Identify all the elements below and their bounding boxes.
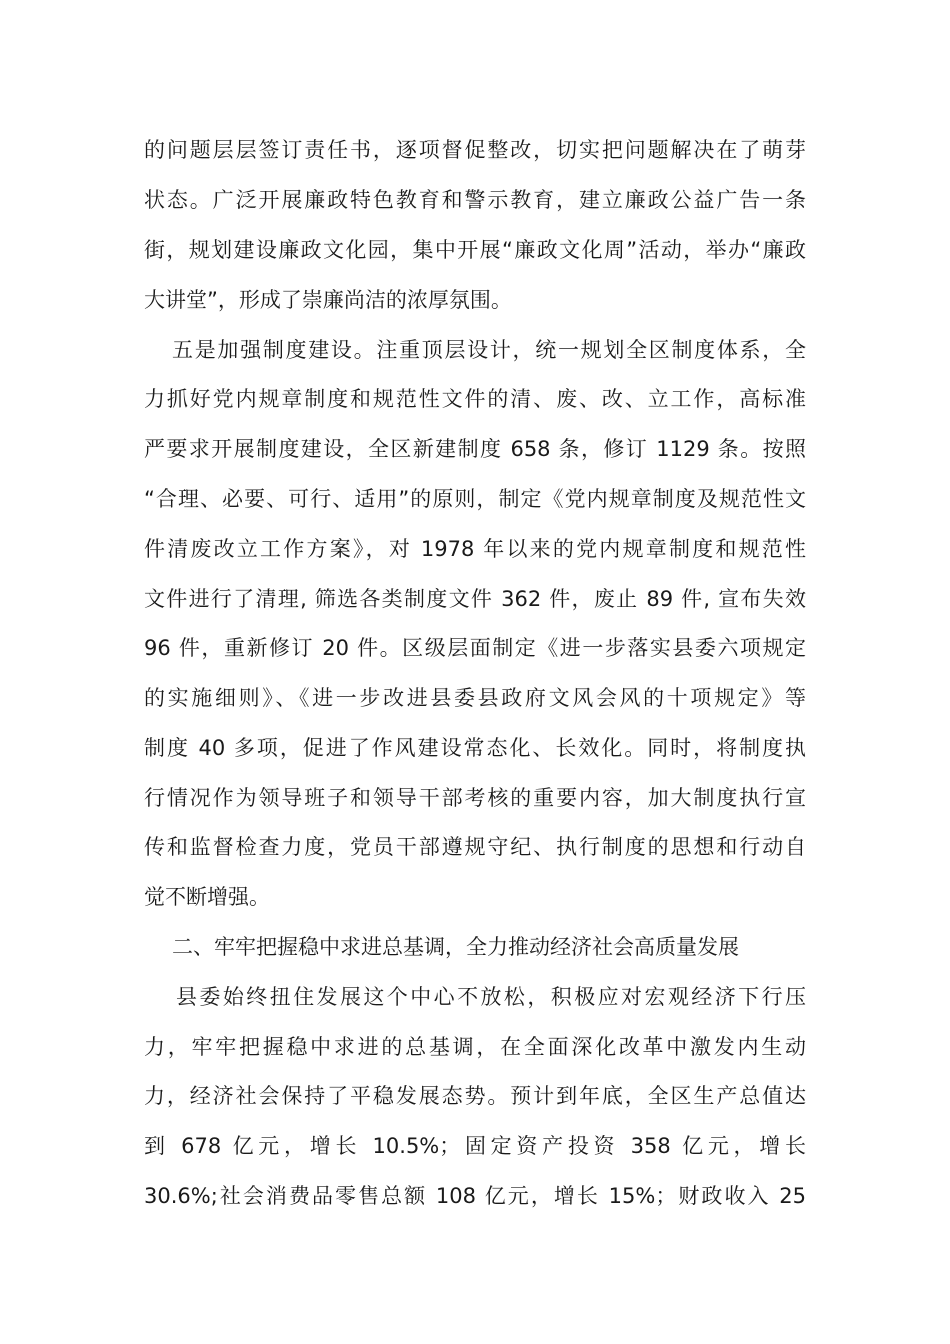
paragraph-line: 件清废改立工作方案》，对 1978 年以来的党内规章制度和规范性 bbox=[144, 537, 806, 561]
paragraph-line: 30.6%;社会消费品零售总额 108 亿元，增长 15%；财政收入 25 bbox=[144, 1184, 806, 1208]
paragraph-line: 制度 40 多项，促进了作风建设常态化、长效化。同时，将制度执 bbox=[144, 736, 806, 760]
paragraph-line: 的实施细则》、《进一步改进县委县政府文风会风的十项规定》等 bbox=[144, 686, 806, 710]
paragraph-line: 到 678 亿元，增长 10.5%；固定资产投资 358 亿元，增长 bbox=[144, 1134, 806, 1158]
paragraph-line: 行情况作为领导班子和领导干部考核的重要内容，加大制度执行宣 bbox=[144, 786, 806, 810]
section-heading: 二、牢牢把握稳中求进总基调，全力推动经济社会高质量发展 bbox=[172, 935, 739, 959]
paragraph-line: 的问题层层签订责任书，逐项督促整改，切实把问题解决在了萌芽 bbox=[144, 138, 806, 162]
paragraph-line: 文件进行了清理, 筛选各类制度文件 362 件，废止 89 件, 宣布失效 bbox=[144, 587, 806, 611]
paragraph-line: 严要求开展制度建设，全区新建制度 658 条，修订 1129 条。按照 bbox=[144, 437, 806, 461]
paragraph-line: 街，规划建设廉政文化园，集中开展“廉政文化周”活动，举办“廉政 bbox=[144, 238, 806, 262]
paragraph-line: 96 件，重新修订 20 件。区级层面制定《进一步落实县委六项规定 bbox=[144, 636, 806, 660]
paragraph-first-line: 五是加强制度建设。注重顶层设计，统一规划全区制度体系，全 bbox=[172, 338, 806, 362]
paragraph-line: 力，牢牢把握稳中求进的总基调，在全面深化改革中激发内生动 bbox=[144, 1035, 806, 1059]
paragraph-line: “合理、必要、可行、适用”的原则，制定《党内规章制度及规范性文 bbox=[144, 487, 806, 511]
paragraph-line: 大讲堂”，形成了崇廉尚洁的浓厚氛围。 bbox=[144, 288, 512, 312]
paragraph-line: 力抓好党内规章制度和规范性文件的清、废、改、立工作，高标准 bbox=[144, 387, 806, 411]
paragraph-line: 觉不断增强。 bbox=[144, 885, 270, 909]
paragraph-first-line: 县委始终扭住发展这个中心不放松，积极应对宏观经济下行压 bbox=[176, 985, 806, 1009]
paragraph-line: 状态。广泛开展廉政特色教育和警示教育，建立廉政公益广告一条 bbox=[144, 188, 806, 212]
paragraph-line: 传和监督检查力度，党员干部遵规守纪、执行制度的思想和行动自 bbox=[144, 835, 806, 859]
paragraph-line: 力，经济社会保持了平稳发展态势。预计到年底，全区生产总值达 bbox=[144, 1084, 806, 1108]
